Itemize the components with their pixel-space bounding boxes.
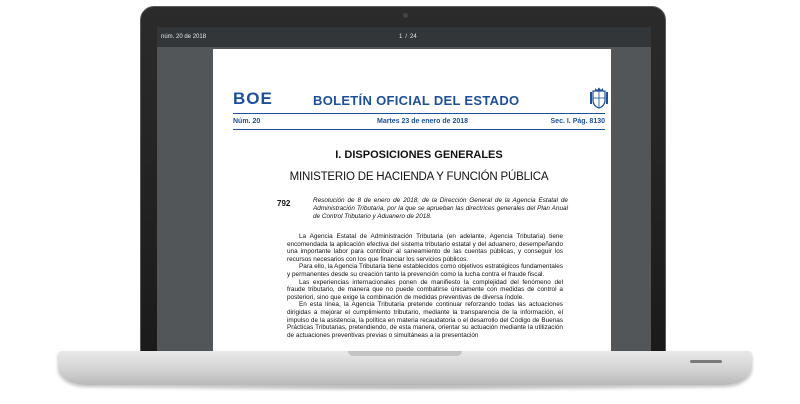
current-page[interactable]: 1	[399, 34, 403, 40]
body-paragraph: Para ello, la Agencia Tributaria tiene establecidos como objetivos estratégicos fundamentales y permanentes desde su creación tanto la prevención como la lucha contra el fraude fiscal.	[287, 263, 563, 278]
disposition-title: Resolución de 8 de enero de 2018, de la Dirección General de la Agencia Estatal de Administración Tributaria, por la que se aprueban las directrices generales del Plan Anual de Control Tributario y Aduanero de 2018.	[313, 197, 568, 221]
status-light-icon	[690, 360, 722, 363]
meta-divider	[233, 129, 605, 130]
body-paragraph: En esta línea, la Agencia Tributaria pretende continuar reforzando todas las actuaciones dirigidas a mejorar el cumplimiento tributario, mediante la transparencia de la información, el impulso de la asistencia, la política en materia recaudatoria o el desarrollo del Código de Buenas Prácticas Tributarias, pretendiendo, de esta manera, orientar su actuación mediante la utilización de actuaciones preventivas previas o simultáneas a la presentación	[287, 301, 563, 339]
total-pages: 24	[410, 34, 417, 40]
body-paragraph: La Agencia Estatal de Administración Tributaria (en adelante, Agencia Tributaria) tiene encomendada la aplicación efectiva del sistema tributario estatal y del aduanero, desempeñando una importante labor para contribuir al saneamiento de las cuentas públicas, y conseguir los recursos necesarios con los que financiar los servicios públicos.	[287, 233, 563, 263]
coat-of-arms-icon	[589, 87, 609, 109]
gazette-title: BOLETÍN OFICIAL DEL ESTADO	[313, 93, 520, 108]
header-divider	[233, 113, 605, 114]
laptop-lid	[140, 6, 666, 358]
page-separator: /	[405, 34, 408, 40]
pdf-page	[213, 49, 611, 357]
issue-date: Martes 23 de enero de 2018	[377, 118, 469, 125]
laptop-shadow	[80, 384, 730, 392]
section-page: Sec. I. Pág. 8130	[550, 118, 605, 125]
boe-logo: BOE	[233, 89, 273, 108]
issue-number: Núm. 20	[233, 118, 261, 125]
section-heading: I. DISPOSICIONES GENERALES	[335, 149, 503, 161]
issue-meta-line	[233, 117, 605, 127]
laptop-screen	[157, 27, 651, 357]
laptop-base	[58, 351, 752, 385]
page-indicator	[399, 34, 417, 40]
disposition-number: 792	[277, 199, 291, 208]
ministry-heading: MINISTERIO DE HACIENDA Y FUNCIÓN PÚBLICA	[289, 171, 549, 183]
pdf-viewer-toolbar	[157, 27, 651, 47]
document-body	[287, 233, 563, 339]
webcam	[403, 13, 408, 18]
document-name: núm. 20 de 2018	[161, 34, 207, 40]
lid-opening-notch	[348, 351, 462, 356]
body-paragraph: Las experiencias internacionales ponen de manifiesto la complejidad del fenómeno del fraude tributario, de manera que no puede combatirse únicamente con medidas de control a posteriori, sino que exige la combinación de medidas preventivas de diversa índole.	[287, 278, 563, 301]
